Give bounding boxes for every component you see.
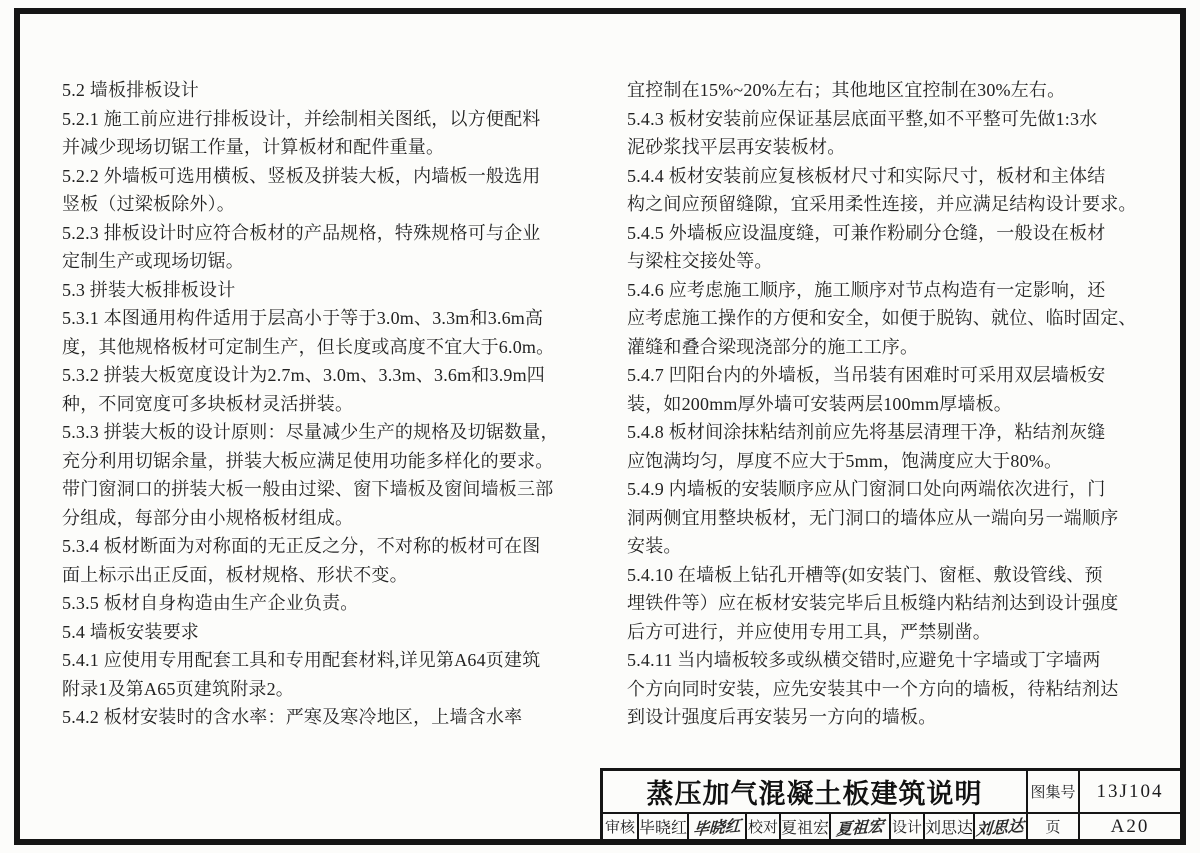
text-line: 到设计强度后再安装另一方向的墙板。 — [627, 707, 937, 727]
text-line: 定制生产或现场切锯。 — [62, 251, 244, 271]
text-line: 5.2.3 排板设计时应符合板材的产品规格，特殊规格可与企业 — [62, 222, 541, 243]
text-line: 竖板（过梁板除外）。 — [62, 194, 235, 214]
left-text-column — [62, 76, 592, 732]
text-line: 安装。 — [627, 536, 682, 556]
text-line: 5.3.2 拼装大板宽度设计为2.7m、3.0m、3.3m、3.6m和3.9m四 — [62, 365, 546, 385]
designer-name: 刘思达 — [925, 814, 975, 839]
text-line: 5.3.1 本图通用构件适用于层高小于等于3.0m、3.3m和3.6m高 — [62, 308, 544, 328]
text-line: 5.4.1 应使用专用配套工具和专用配套材料,详见第A64页建筑 — [62, 650, 541, 670]
text-line: 分组成，每部分由小规格板材组成。 — [62, 507, 354, 528]
reviewer-name: 毕晓红 — [639, 814, 689, 839]
designer-signature — [975, 814, 1028, 839]
text-line: 5.4.11 当内墙板较多或纵横交错时,应避免十字墙或丁字墙两 — [627, 650, 1101, 670]
designer-label: 设计 — [891, 814, 925, 839]
text-line: 装，如200mm厚外墙可安装两层100mm厚墙板。 — [627, 393, 1013, 414]
text-line: 附录1及第A65页建筑附录2。 — [62, 678, 294, 699]
text-line: 面上标示出正反面，板材规格、形状不变。 — [62, 564, 408, 585]
text-line: 充分利用切锯余量，拼装大板应满足使用功能多样化的要求。 — [62, 450, 554, 471]
text-line: 洞两侧宜用整块板材，无门洞口的墙体应从一端向另一端顺序 — [627, 507, 1119, 528]
text-line: 与梁柱交接处等。 — [627, 251, 773, 271]
text-line: 5.4.3 板材安装前应保证基层底面平整,如不平整可先做1:3水 — [627, 108, 1098, 129]
text-line: 埋铁件等）应在板材安装完毕后且板缝内粘结剂达到设计强度 — [627, 593, 1119, 613]
text-line: 泥砂浆找平层再安装板材。 — [627, 137, 846, 157]
text-line: 5.3 拼装大板排板设计 — [62, 279, 236, 300]
checker-name: 夏祖宏 — [781, 814, 831, 839]
text-line: 带门窗洞口的拼装大板一般由过梁、窗下墙板及窗间墙板三部 — [62, 479, 554, 499]
drawing-title: 蒸压加气混凝土板建筑说明 — [603, 771, 1028, 812]
checker-label: 校对 — [747, 814, 781, 839]
text-line: 5.4.6 应考虑施工顺序，施工顺序对节点构造有一定影响，还 — [627, 279, 1106, 300]
checker-signature — [831, 814, 891, 839]
text-line: 5.4.9 内墙板的安装顺序应从门窗洞口处向两端依次进行，门 — [627, 479, 1106, 499]
text-line: 5.4.8 板材间涂抹粘结剂前应先将基层清理干净，粘结剂灰缝 — [627, 422, 1106, 442]
text-line: 应饱满均匀，厚度不应大于5mm，饱满度应大于80%。 — [627, 450, 1063, 471]
text-line: 5.2.1 施工前应进行排板设计，并绘制相关图纸，以方便配料 — [62, 108, 541, 129]
text-line: 5.4.4 板材安装前应复核板材尺寸和实际尺寸，板材和主体结 — [627, 165, 1106, 186]
atlas-number-value: 13J104 — [1096, 780, 1164, 802]
checker-signature-text: 夏祖宏 — [835, 817, 885, 840]
text-line: 种，不同宽度可多块板材灵活拼装。 — [62, 393, 354, 414]
atlas-number-label: 图集号 — [1028, 771, 1080, 812]
text-line: 后方可进行，并应使用专用工具，严禁剔凿。 — [627, 621, 991, 642]
text-line: 个方向同时安装，应先安装其中一个方向的墙板，待粘结剂达 — [627, 678, 1119, 699]
title-block — [600, 768, 1180, 839]
reviewer-label: 审核 — [603, 814, 639, 839]
title-block-bottom-row — [603, 814, 1180, 839]
text-line: 5.4.2 板材安装时的含水率：严寒及寒冷地区，上墙含水率 — [62, 707, 523, 727]
page-number-label: 页 — [1028, 814, 1080, 839]
text-line: 度，其他规格板材可定制生产，但长度或高度不宜大于6.0m。 — [62, 336, 555, 357]
text-line: 5.4.5 外墙板应设温度缝，可兼作粉刷分仓缝，一般设在板材 — [627, 222, 1106, 243]
text-line: 5.3.5 板材自身构造由生产企业负责。 — [62, 593, 359, 613]
text-line: 灌缝和叠合梁现浇部分的施工工序。 — [627, 336, 919, 357]
text-line: 5.4.10 在墙板上钻孔开槽等(如安装门、窗框、敷设管线、预 — [627, 564, 1103, 585]
title-block-top-row — [603, 771, 1180, 814]
right-text-column — [627, 76, 1172, 732]
text-line: 5.3.4 板材断面为对称面的无正反之分，不对称的板材可在图 — [62, 536, 541, 556]
text-line: 宜控制在15%~20%左右；其他地区宜控制在30%左右。 — [627, 80, 1066, 100]
reviewer-signature-text: 毕晓红 — [692, 817, 742, 840]
page-border-frame — [14, 8, 1186, 845]
text-line: 应考虑施工操作的方便和安全，如便于脱钩、就位、临时固定、 — [627, 308, 1137, 328]
text-line: 5.4 墙板安装要求 — [62, 621, 199, 642]
text-line: 5.2.2 外墙板可选用横板、竖板及拼装大板，内墙板一般选用 — [62, 165, 541, 186]
designer-signature-text: 刘思达 — [976, 817, 1025, 840]
page-number-value: A20 — [1110, 815, 1150, 837]
reviewer-signature — [689, 814, 747, 839]
text-line: 5.3.3 拼装大板的设计原则：尽量减少生产的规格及切锯数量， — [62, 422, 559, 442]
text-line: 5.2 墙板排板设计 — [62, 80, 199, 100]
text-line: 并减少现场切锯工作量，计算板材和配件重量。 — [62, 137, 445, 157]
text-line: 构之间应预留缝隙，宜采用柔性连接，并应满足结构设计要求。 — [627, 194, 1137, 214]
text-line: 5.4.7 凹阳台内的外墙板，当吊装有困难时可采用双层墙板安 — [627, 365, 1106, 385]
